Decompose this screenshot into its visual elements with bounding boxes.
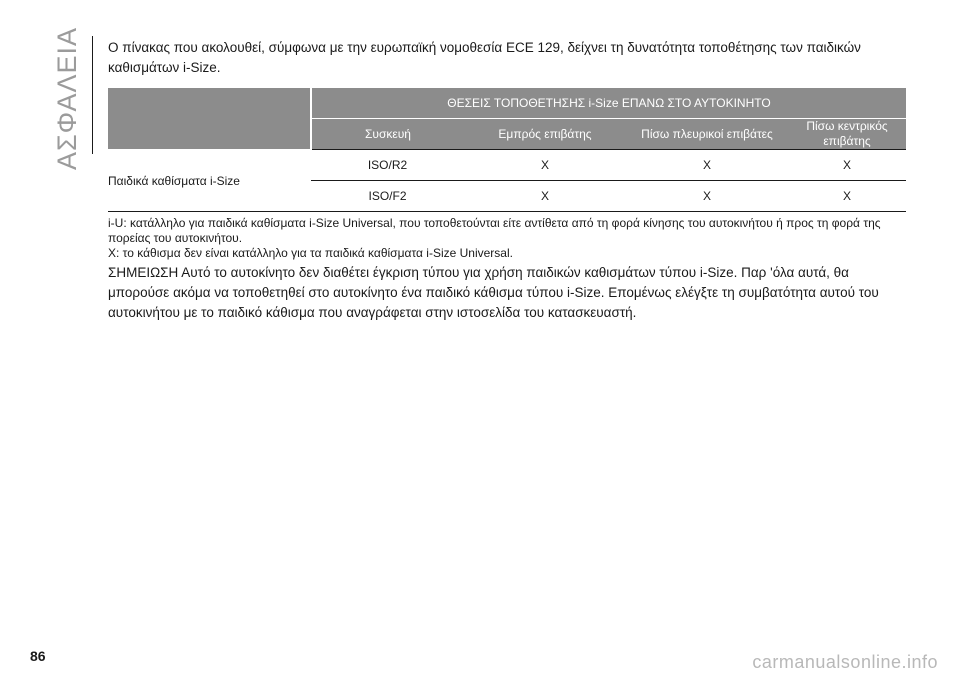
- isize-seat-table: [108, 88, 906, 212]
- cell-rear-side: X: [626, 150, 788, 181]
- section-divider: [92, 36, 93, 154]
- section-title-text: ΑΣΦΑΛΕΙΑ: [52, 26, 83, 171]
- watermark-logo: carmanualsonline.info: [752, 652, 938, 672]
- warning-paragraph: ΣΗΜΕΙΩΣΗ Αυτό το αυτοκίνητο δεν διαθέτει έγκριση τύπου για χρήση παιδικών καθισμάτων τύπου i-Size. Παρ 'όλα αυτά, θα μπορούσε ακόμα να τοποθετηθεί στο αυτοκίνητο ένα παιδικό κάθισμα τύπου i-Size. Επομένως ελέγξτε τη συμβατότητα αυτού του αυτοκινήτου με το παιδικό κάθισμα που αναγράφεται στην ιστοσελίδα του κατασκευαστή.: [108, 265, 879, 320]
- intro-paragraph: Ο πίνακας που ακολουθεί, σύμφωνα με την ευρωπαϊκή νομοθεσία ECE 129, δείχνει τη δυνατότητα τοποθέτησης των παιδικών καθισμάτων i-Size.: [108, 40, 861, 75]
- column-header-rear-center: Πίσω κεντρικός επιβάτης: [788, 119, 906, 150]
- table-row: [108, 150, 906, 181]
- cell-rear-center: X: [788, 181, 906, 212]
- column-header-front-passenger: Εμπρός επιβάτης: [464, 119, 626, 150]
- note-iu: i-U: κατάλληλο για παιδικά καθίσματα i-Size Universal, που τοποθετούνται είτε αντίθετα από τη φορά κίνησης του αυτοκινήτου ή προς τη φορά της πορείας του αυτοκινήτου.: [108, 216, 881, 245]
- table-notes: [108, 216, 906, 261]
- page-content: [108, 38, 906, 337]
- cell-device: ISO/F2: [311, 181, 464, 212]
- column-header-rear-side: Πίσω πλευρικοί επιβάτες: [626, 119, 788, 150]
- cell-rear-side: X: [626, 181, 788, 212]
- cell-front: X: [464, 150, 626, 181]
- table-group-header-row: [108, 88, 906, 119]
- section-title: [48, 26, 88, 171]
- cell-device: ISO/R2: [311, 150, 464, 181]
- cell-rear-center: X: [788, 150, 906, 181]
- note-x: X: το κάθισμα δεν είναι κατάλληλο για τα παιδικά καθίσματα i-Size Universal.: [108, 246, 513, 260]
- row-label: Παιδικά καθίσματα i-Size: [108, 150, 311, 212]
- table-group-header: ΘΕΣΕΙΣ ΤΟΠΟΘΕΤΗΣΗΣ i-Size ΕΠΑΝΩ ΣΤΟ ΑΥΤΟΚΙΝΗΤΟ: [311, 88, 906, 119]
- cell-front: X: [464, 181, 626, 212]
- column-header-device: Συσκευή: [311, 119, 464, 150]
- table-corner-cell: [108, 88, 311, 150]
- page-number: 86: [30, 648, 46, 664]
